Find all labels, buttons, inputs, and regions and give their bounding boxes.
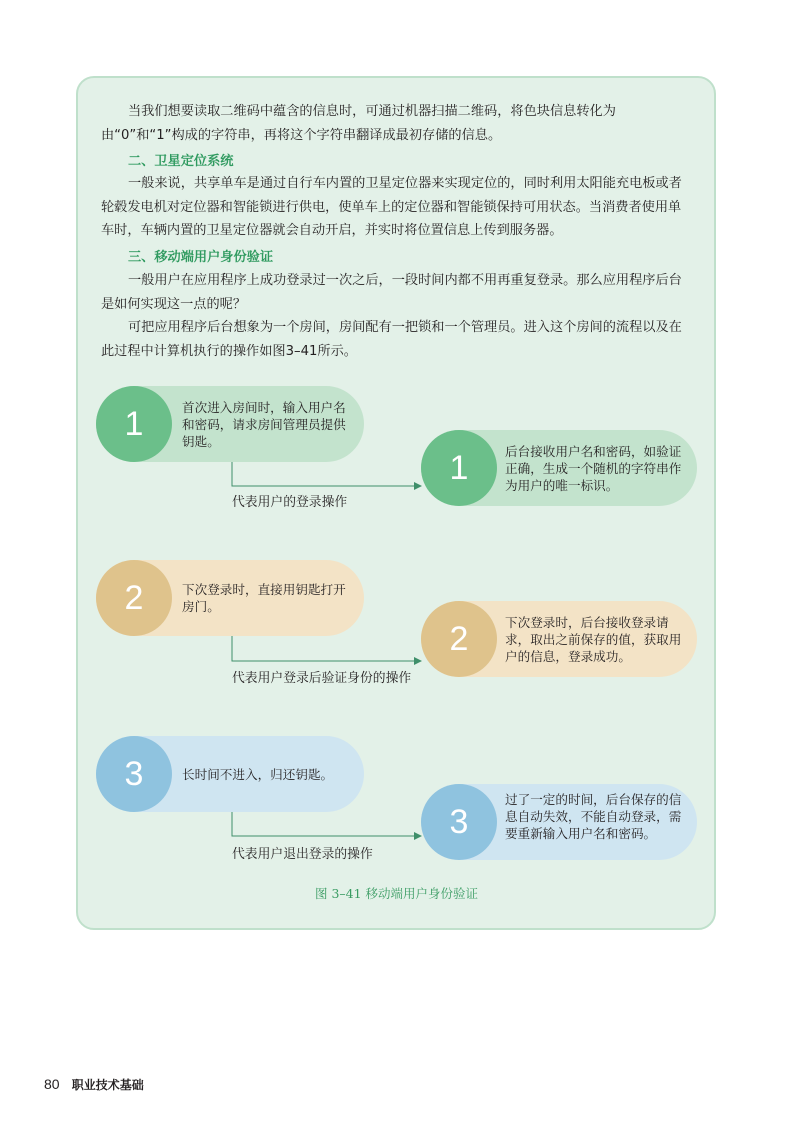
page-footer	[44, 1076, 144, 1093]
step-number-circle: 2	[96, 560, 172, 636]
server-step-text: 后台接收用户名和密码，如验证正确，生成一个随机的字符串作为用户的唯一标识。	[505, 444, 682, 493]
arrow-label: 代表用户退出登录的操作	[232, 847, 373, 862]
figure-caption: 图 3–41 移动端用户身份验证	[314, 886, 479, 901]
arrow-row-1	[232, 462, 421, 486]
step-number-circle: 3	[96, 736, 172, 812]
arrow-row-3	[232, 812, 421, 836]
arrow-label: 代表用户登录后验证身份的操作	[232, 671, 412, 686]
arrow-row-2	[232, 636, 421, 661]
user-step-text: 下次登录时，直接用钥匙打开房门。	[182, 582, 346, 614]
step-number-circle: 1	[421, 430, 497, 506]
server-step-text: 过了一定的时间，后台保存的信息自动失效，不能自动登录，需要重新输入用户名和密码。	[505, 792, 682, 841]
user-step-text: 首次进入房间时，输入用户名和密码，请求房间管理员提供钥匙。	[182, 400, 346, 449]
paragraph-room-analogy: 可把应用程序后台想象为一个房间，房间配有一把锁和一个管理员。进入这个房间的流程以及在此过程中计算机执行的操作如图3–41所示。	[101, 320, 682, 359]
section-heading-satellite: 二、卫星定位系统	[128, 154, 234, 169]
book-title: 职业技术基础	[71, 1078, 144, 1092]
section-heading-auth: 三、移动端用户身份验证	[128, 250, 274, 265]
page-number: 80	[44, 1076, 60, 1092]
paragraph-satellite: 一般来说，共享单车是通过自行车内置的卫星定位器来实现定位的，同时利用太阳能充电板或者轮毂发电机对定位器和智能锁进行供电，使单车上的定位器和智能锁保持可用状态。当消费者使用单车时，车辆内置的卫星定位器就会自动开启，并实时将位置信息上传到服务器。	[101, 176, 682, 238]
step-number-circle: 2	[421, 601, 497, 677]
user-step-text: 长时间不进入，归还钥匙。	[182, 767, 334, 782]
server-step-text: 下次登录时，后台接收登录请求，取出之前保存的值，获取用户的信息，登录成功。	[505, 615, 682, 664]
step-number-circle: 3	[421, 784, 497, 860]
arrow-label: 代表用户的登录操作	[232, 495, 348, 510]
step-number-circle: 1	[96, 386, 172, 462]
paragraph-auth-intro: 一般用户在应用程序上成功登录过一次之后，一段时间内都不用再重复登录。那么应用程序后台是如何实现这一点的呢？	[101, 273, 682, 312]
paragraph-qrcode: 当我们想要读取二维码中蕴含的信息时，可通过机器扫描二维码，将色块信息转化为由“0”和“1”构成的字符串，再将这个字符串翻译成最初存储的信息。	[101, 104, 616, 143]
